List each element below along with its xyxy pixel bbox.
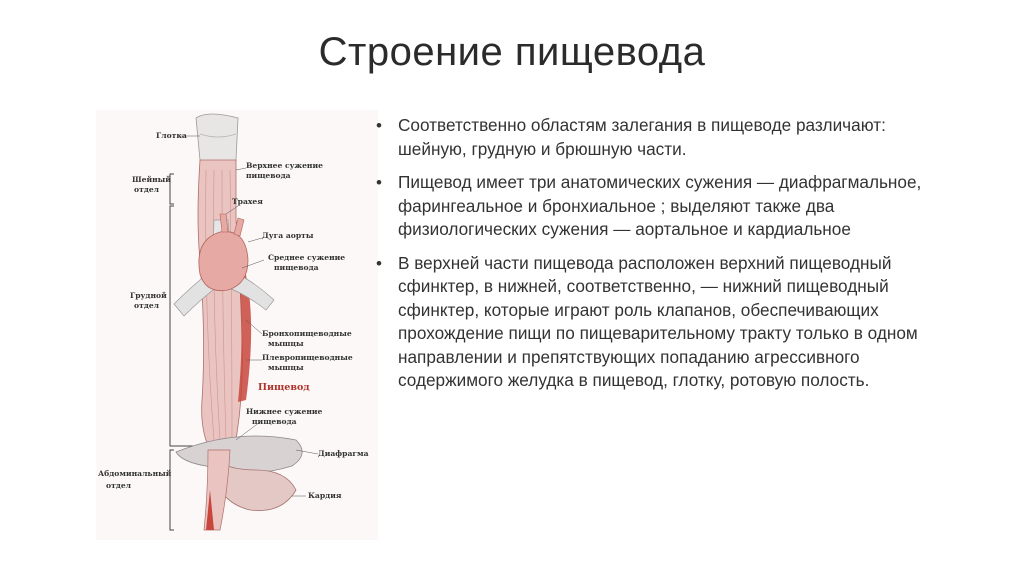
- label-pleuro-muscles-2: мышцы: [268, 363, 304, 372]
- label-cervical-2: отдел: [134, 185, 160, 194]
- esophagus-illustration: [96, 110, 378, 540]
- bullet-list: [376, 114, 936, 403]
- label-broncho-muscles-1: Бронхопищеводные: [262, 329, 352, 338]
- label-middle-narrowing-1: Среднее сужение: [268, 253, 346, 262]
- label-esophagus: Пищевод: [258, 382, 310, 393]
- bullet-marker: •: [376, 253, 382, 273]
- bullet-item: [376, 252, 936, 393]
- label-lower-narrowing-1: Нижнее сужение: [246, 407, 323, 416]
- slide-title: Строение пищевода: [318, 30, 706, 74]
- bullet-text: Соответственно областям залегания в пищеводе различают: шейную, грудную и брюшную части.: [398, 115, 886, 159]
- bullet-text: В верхней части пищевода расположен верхний пищеводный сфинктер, в нижней, соответственно, — нижний пищеводный сфинктер, которые играют роль клапанов, обеспечивающих прохождение пищи по пищеварительному тракту только в одном направлении и препятствующих попаданию агрессивного содержимого желудка в пищевод, глотку, ротовую полость.: [398, 252, 918, 390]
- bullet-item: [376, 114, 936, 161]
- label-thoracic-2: отдел: [134, 301, 160, 310]
- label-upper-narrowing-2: пищевода: [246, 171, 291, 180]
- label-pleuro-muscles-1: Плевропищеводные: [262, 353, 353, 362]
- label-pharynx: Глотка: [156, 131, 187, 140]
- label-trachea: Трахея: [232, 197, 263, 206]
- bullet-marker: •: [376, 173, 382, 192]
- esophagus-anatomy-figure: [96, 110, 378, 540]
- label-abdominal-2: отдел: [106, 481, 132, 490]
- label-cardia: Кардия: [308, 491, 342, 500]
- bullet-marker: •: [376, 116, 382, 135]
- label-upper-narrowing-1: Верхнее сужение: [246, 161, 323, 170]
- label-diaphragm: Диафрагма: [318, 449, 369, 458]
- label-broncho-muscles-2: мышцы: [268, 339, 304, 348]
- label-lower-narrowing-2: пищевода: [252, 417, 297, 426]
- bullet-text: Пищевод имеет три анатомических сужения — диафрагмальное, фарингеальное и бронхиальное ; выделяют также два физиологических сужения — аортальное и кардиальное: [398, 172, 922, 239]
- bullet-item: [376, 171, 936, 242]
- label-thoracic-1: Грудной: [130, 291, 167, 300]
- label-abdominal-1: Абдоминальный: [98, 469, 172, 478]
- label-cervical-1: Шейный: [132, 175, 171, 184]
- label-middle-narrowing-2: пищевода: [274, 263, 319, 272]
- label-aortic-arch: Дуга аорты: [262, 231, 314, 240]
